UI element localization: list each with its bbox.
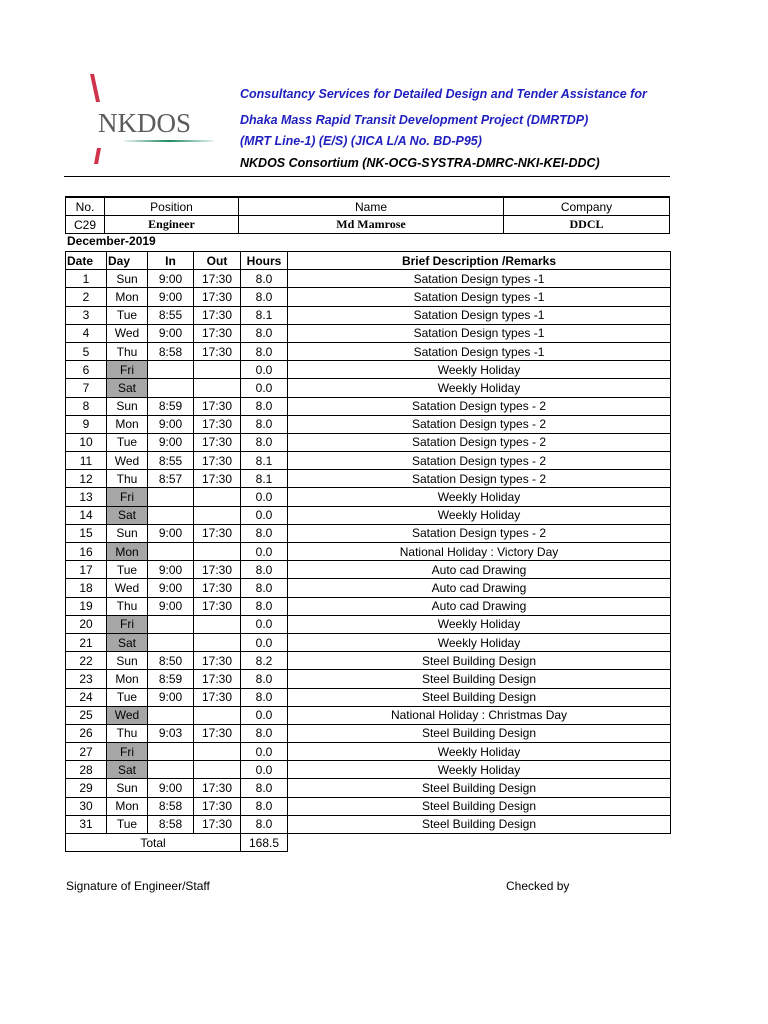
cell-in: 9:00: [148, 779, 194, 797]
cell-in: 8:50: [148, 652, 194, 670]
cell-in: [148, 488, 194, 506]
table-row: [66, 524, 671, 542]
cell-day: Thu: [107, 597, 148, 615]
cell-in: [148, 761, 194, 779]
cell-hours: 0.0: [241, 379, 288, 397]
cell-remarks: Satation Design types -1: [288, 270, 671, 288]
employee-info-table: [65, 196, 670, 234]
cell-remarks: Satation Design types - 2: [288, 524, 671, 542]
cell-day: Wed: [107, 324, 148, 342]
cell-out: 17:30: [194, 670, 241, 688]
table-row: [66, 361, 671, 379]
cell-day: Sun: [107, 397, 148, 415]
cell-hours: 8.0: [241, 324, 288, 342]
cell-date: 30: [66, 797, 107, 815]
table-row: [66, 615, 671, 633]
cell-in: 8:58: [148, 342, 194, 360]
cell-out: 17:30: [194, 342, 241, 360]
cell-hours: 8.0: [241, 561, 288, 579]
cell-out: 17:30: [194, 652, 241, 670]
cell-remarks: Satation Design types -1: [288, 306, 671, 324]
month-label: December-2019: [67, 234, 156, 248]
cell-hours: 8.0: [241, 724, 288, 742]
cell-in: 9:00: [148, 597, 194, 615]
cell-date: 7: [66, 379, 107, 397]
cell-day: Thu: [107, 470, 148, 488]
cell-in: [148, 633, 194, 651]
table-row: [66, 397, 671, 415]
cell-date: 9: [66, 415, 107, 433]
total-label: Total: [66, 834, 241, 852]
cell-in: [148, 506, 194, 524]
cell-in: 8:57: [148, 470, 194, 488]
table-row: [66, 724, 671, 742]
cell-in: 8:55: [148, 452, 194, 470]
cell-date: 19: [66, 597, 107, 615]
cell-hours: 0.0: [241, 743, 288, 761]
checked-by-label: Checked by: [506, 879, 570, 893]
info-value-position: Engineer: [105, 216, 239, 234]
total-blank: [288, 834, 671, 852]
total-hours: 168.5: [241, 834, 288, 852]
cell-out: 17:30: [194, 452, 241, 470]
table-row: [66, 688, 671, 706]
table-row: [66, 779, 671, 797]
cell-remarks: Satation Design types -1: [288, 324, 671, 342]
cell-day: Sun: [107, 270, 148, 288]
consortium-line: NKDOS Consortium (NK-OCG-SYSTRA-DMRC-NKI-KEI-DDC): [240, 156, 600, 170]
cell-out: [194, 506, 241, 524]
cell-in: 9:00: [148, 415, 194, 433]
cell-date: 22: [66, 652, 107, 670]
cell-hours: 8.0: [241, 815, 288, 833]
cell-remarks: Steel Building Design: [288, 779, 671, 797]
cell-remarks: Weekly Holiday: [288, 761, 671, 779]
table-row: [66, 488, 671, 506]
cell-day: Mon: [107, 670, 148, 688]
cell-remarks: Satation Design types - 2: [288, 452, 671, 470]
table-row: [66, 579, 671, 597]
cell-date: 2: [66, 288, 107, 306]
cell-hours: 0.0: [241, 488, 288, 506]
cell-in: 8:55: [148, 306, 194, 324]
cell-in: [148, 706, 194, 724]
cell-date: 24: [66, 688, 107, 706]
cell-day: Sat: [107, 761, 148, 779]
cell-hours: 8.0: [241, 342, 288, 360]
cell-day: Fri: [107, 361, 148, 379]
cell-out: 17:30: [194, 288, 241, 306]
cell-day: Wed: [107, 706, 148, 724]
cell-day: Tue: [107, 815, 148, 833]
cell-out: [194, 633, 241, 651]
cell-day: Mon: [107, 415, 148, 433]
cell-remarks: Weekly Holiday: [288, 743, 671, 761]
cell-day: Thu: [107, 342, 148, 360]
cell-date: 8: [66, 397, 107, 415]
cell-remarks: Weekly Holiday: [288, 361, 671, 379]
cell-hours: 0.0: [241, 543, 288, 561]
cell-in: [148, 615, 194, 633]
cell-day: Sat: [107, 506, 148, 524]
cell-hours: 8.0: [241, 797, 288, 815]
cell-in: 8:58: [148, 815, 194, 833]
table-row: [66, 633, 671, 651]
cell-hours: 0.0: [241, 761, 288, 779]
cell-remarks: Satation Design types - 2: [288, 433, 671, 451]
cell-out: [194, 615, 241, 633]
info-header-position: Position: [105, 197, 239, 216]
cell-remarks: Weekly Holiday: [288, 488, 671, 506]
cell-in: [148, 379, 194, 397]
cell-remarks: National Holiday : Victory Day: [288, 543, 671, 561]
cell-in: 9:00: [148, 579, 194, 597]
cell-hours: 8.1: [241, 470, 288, 488]
table-row: [66, 652, 671, 670]
signature-label: Signature of Engineer/Staff: [66, 879, 210, 893]
cell-out: 17:30: [194, 415, 241, 433]
table-row: [66, 506, 671, 524]
cell-hours: 0.0: [241, 633, 288, 651]
cell-remarks: Satation Design types - 2: [288, 397, 671, 415]
cell-hours: 0.0: [241, 615, 288, 633]
cell-day: Wed: [107, 452, 148, 470]
info-value-no: C29: [66, 216, 105, 234]
cell-out: 17:30: [194, 815, 241, 833]
cell-date: 20: [66, 615, 107, 633]
cell-hours: 8.1: [241, 452, 288, 470]
cell-in: 9:03: [148, 724, 194, 742]
cell-out: [194, 361, 241, 379]
cell-out: [194, 379, 241, 397]
cell-date: 10: [66, 433, 107, 451]
cell-day: Fri: [107, 488, 148, 506]
cell-out: 17:30: [194, 724, 241, 742]
info-value-name: Md Mamrose: [239, 216, 504, 234]
cell-hours: 8.0: [241, 288, 288, 306]
cell-remarks: National Holiday : Christmas Day: [288, 706, 671, 724]
cell-in: [148, 361, 194, 379]
col-header-remarks: Brief Description /Remarks: [288, 252, 671, 270]
table-row: [66, 452, 671, 470]
cell-day: Tue: [107, 306, 148, 324]
total-row: [66, 834, 671, 852]
cell-in: [148, 543, 194, 561]
project-title-line2: Dhaka Mass Rapid Transit Development Project (DMRTDP): [240, 113, 589, 127]
cell-date: 17: [66, 561, 107, 579]
info-header-name: Name: [239, 197, 504, 216]
cell-remarks: Auto cad Drawing: [288, 597, 671, 615]
cell-out: 17:30: [194, 270, 241, 288]
project-title-line1: Consultancy Services for Detailed Design and Tender Assistance for: [240, 87, 647, 101]
cell-hours: 8.2: [241, 652, 288, 670]
table-row: [66, 415, 671, 433]
cell-in: 9:00: [148, 324, 194, 342]
cell-hours: 8.0: [241, 597, 288, 615]
cell-hours: 8.0: [241, 415, 288, 433]
cell-day: Mon: [107, 797, 148, 815]
logo-text: NKDOS: [98, 108, 192, 138]
table-row: [66, 670, 671, 688]
table-row: [66, 342, 671, 360]
table-row: [66, 561, 671, 579]
cell-date: 15: [66, 524, 107, 542]
table-row: [66, 706, 671, 724]
table-row: [66, 597, 671, 615]
table-row: [66, 743, 671, 761]
cell-out: [194, 761, 241, 779]
table-row: [66, 288, 671, 306]
info-header-company: Company: [504, 197, 670, 216]
cell-hours: 0.0: [241, 706, 288, 724]
cell-out: 17:30: [194, 779, 241, 797]
table-row: [66, 379, 671, 397]
cell-date: 18: [66, 579, 107, 597]
cell-out: 17:30: [194, 470, 241, 488]
cell-date: 31: [66, 815, 107, 833]
cell-date: 5: [66, 342, 107, 360]
cell-remarks: Steel Building Design: [288, 724, 671, 742]
cell-hours: 8.0: [241, 433, 288, 451]
cell-in: 8:58: [148, 797, 194, 815]
cell-hours: 8.0: [241, 524, 288, 542]
table-row: [66, 306, 671, 324]
cell-day: Sun: [107, 524, 148, 542]
info-header-no: No.: [66, 197, 105, 216]
table-row: [66, 270, 671, 288]
cell-hours: 8.0: [241, 779, 288, 797]
cell-day: Mon: [107, 543, 148, 561]
cell-remarks: Auto cad Drawing: [288, 561, 671, 579]
cell-date: 21: [66, 633, 107, 651]
cell-day: Sun: [107, 652, 148, 670]
cell-in: 9:00: [148, 524, 194, 542]
cell-remarks: Weekly Holiday: [288, 506, 671, 524]
cell-remarks: Steel Building Design: [288, 797, 671, 815]
info-value-company: DDCL: [504, 216, 670, 234]
cell-hours: 8.0: [241, 397, 288, 415]
cell-day: Sat: [107, 633, 148, 651]
table-row: [66, 543, 671, 561]
cell-date: 13: [66, 488, 107, 506]
cell-remarks: Satation Design types -1: [288, 288, 671, 306]
cell-day: Fri: [107, 743, 148, 761]
cell-date: 25: [66, 706, 107, 724]
cell-out: 17:30: [194, 579, 241, 597]
cell-out: 17:30: [194, 397, 241, 415]
cell-date: 6: [66, 361, 107, 379]
cell-remarks: Steel Building Design: [288, 670, 671, 688]
cell-day: Fri: [107, 615, 148, 633]
header-divider: [64, 176, 670, 177]
cell-hours: 8.1: [241, 306, 288, 324]
cell-remarks: Satation Design types -1: [288, 342, 671, 360]
cell-date: 28: [66, 761, 107, 779]
cell-remarks: Steel Building Design: [288, 688, 671, 706]
cell-date: 23: [66, 670, 107, 688]
cell-out: 17:30: [194, 433, 241, 451]
cell-in: 9:00: [148, 433, 194, 451]
cell-date: 1: [66, 270, 107, 288]
table-row: [66, 433, 671, 451]
cell-in: 9:00: [148, 288, 194, 306]
timesheet-header-row: [66, 252, 671, 270]
cell-out: [194, 706, 241, 724]
logo-graphic: [84, 72, 224, 168]
nkdos-logo: [84, 72, 224, 168]
cell-remarks: Steel Building Design: [288, 815, 671, 833]
cell-in: 9:00: [148, 688, 194, 706]
cell-day: Wed: [107, 579, 148, 597]
cell-day: Tue: [107, 433, 148, 451]
cell-day: Sat: [107, 379, 148, 397]
cell-in: 8:59: [148, 397, 194, 415]
cell-out: [194, 543, 241, 561]
col-header-hours: Hours: [241, 252, 288, 270]
cell-remarks: Auto cad Drawing: [288, 579, 671, 597]
cell-date: 16: [66, 543, 107, 561]
cell-remarks: Satation Design types - 2: [288, 415, 671, 433]
table-row: [66, 815, 671, 833]
cell-out: [194, 743, 241, 761]
cell-in: 8:59: [148, 670, 194, 688]
table-row: [66, 761, 671, 779]
cell-day: Tue: [107, 688, 148, 706]
cell-out: 17:30: [194, 797, 241, 815]
cell-remarks: Weekly Holiday: [288, 633, 671, 651]
cell-remarks: Weekly Holiday: [288, 379, 671, 397]
col-header-date: Date: [66, 252, 107, 270]
cell-remarks: Weekly Holiday: [288, 615, 671, 633]
cell-hours: 8.0: [241, 670, 288, 688]
table-row: [66, 470, 671, 488]
col-header-in: In: [148, 252, 194, 270]
col-header-day: Day: [107, 252, 148, 270]
cell-out: 17:30: [194, 306, 241, 324]
cell-day: Sun: [107, 779, 148, 797]
cell-date: 29: [66, 779, 107, 797]
cell-day: Mon: [107, 288, 148, 306]
cell-date: 4: [66, 324, 107, 342]
cell-day: Tue: [107, 561, 148, 579]
cell-date: 3: [66, 306, 107, 324]
cell-out: 17:30: [194, 561, 241, 579]
cell-out: 17:30: [194, 597, 241, 615]
project-title-line3: (MRT Line-1) (E/S) (JICA L/A No. BD-P95): [240, 134, 482, 148]
timesheet-table: [65, 251, 671, 852]
cell-date: 11: [66, 452, 107, 470]
cell-date: 14: [66, 506, 107, 524]
cell-in: 9:00: [148, 270, 194, 288]
cell-date: 26: [66, 724, 107, 742]
cell-hours: 8.0: [241, 579, 288, 597]
cell-out: 17:30: [194, 324, 241, 342]
cell-date: 27: [66, 743, 107, 761]
cell-out: 17:30: [194, 524, 241, 542]
table-row: [66, 324, 671, 342]
table-row: [66, 797, 671, 815]
cell-remarks: Satation Design types - 2: [288, 470, 671, 488]
cell-hours: 0.0: [241, 506, 288, 524]
cell-date: 12: [66, 470, 107, 488]
cell-day: Thu: [107, 724, 148, 742]
cell-hours: 8.0: [241, 688, 288, 706]
cell-remarks: Steel Building Design: [288, 652, 671, 670]
cell-hours: 0.0: [241, 361, 288, 379]
col-header-out: Out: [194, 252, 241, 270]
cell-in: 9:00: [148, 561, 194, 579]
cell-out: 17:30: [194, 688, 241, 706]
cell-hours: 8.0: [241, 270, 288, 288]
cell-out: [194, 488, 241, 506]
cell-in: [148, 743, 194, 761]
